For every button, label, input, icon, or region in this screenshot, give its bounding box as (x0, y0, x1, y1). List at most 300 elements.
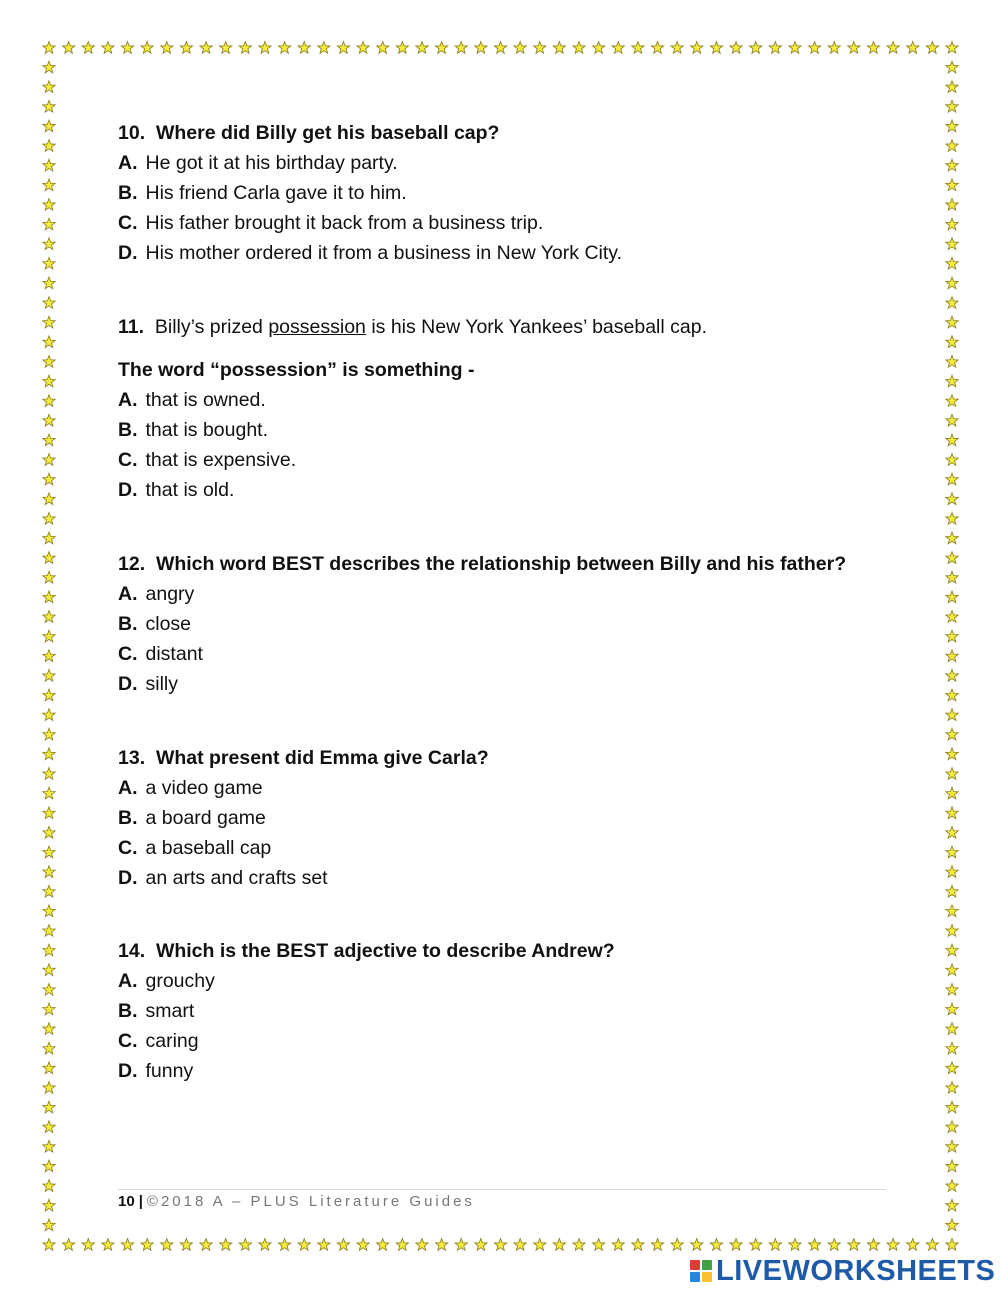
star-icon (514, 42, 526, 54)
star-icon (62, 42, 74, 54)
option-text: angry (145, 583, 195, 605)
star-icon (239, 1239, 251, 1251)
option-letter: C. (118, 643, 138, 665)
option-b[interactable] (118, 609, 846, 639)
star-icon (632, 42, 644, 54)
underlined-word: possession (268, 316, 366, 338)
option-letter: A. (118, 389, 138, 411)
footer-divider (118, 1189, 886, 1190)
star-icon (318, 42, 330, 54)
star-icon (43, 650, 55, 662)
star-icon (180, 1239, 192, 1251)
star-icon (416, 42, 428, 54)
question-number: 12. (118, 553, 146, 575)
star-icon (946, 768, 958, 780)
star-icon (946, 532, 958, 544)
option-c[interactable] (118, 208, 622, 238)
star-icon (43, 61, 55, 73)
star-icon (946, 218, 958, 230)
question-title (118, 118, 622, 148)
star-icon (946, 885, 958, 897)
star-icon (946, 748, 958, 760)
star-icon (946, 238, 958, 250)
option-a[interactable] (118, 148, 622, 178)
star-icon (769, 42, 781, 54)
star-icon (121, 42, 133, 54)
star-icon (612, 42, 624, 54)
option-b[interactable] (118, 996, 615, 1026)
star-icon (43, 630, 55, 642)
star-icon (43, 552, 55, 564)
star-icon (494, 42, 506, 54)
star-icon (102, 42, 114, 54)
question-number: 14. (118, 940, 146, 962)
star-icon (946, 1219, 958, 1231)
star-icon (43, 218, 55, 230)
stem-before: Billy’s prized (154, 316, 263, 338)
question-title (118, 936, 615, 966)
star-icon (946, 198, 958, 210)
logo-block (702, 1260, 712, 1270)
option-letter: D. (118, 1060, 138, 1082)
star-icon (62, 1239, 74, 1251)
star-icon (946, 257, 958, 269)
option-text: that is bought. (145, 419, 269, 441)
star-icon (946, 689, 958, 701)
question-text: What present did Emma give Carla? (155, 747, 489, 769)
option-text: that is old. (145, 479, 235, 501)
option-text: that is owned. (145, 389, 266, 411)
star-icon (43, 1180, 55, 1192)
question-text: Which word BEST describes the relationship between Billy and his father? (155, 553, 847, 575)
star-icon (102, 1239, 114, 1251)
star-icon (141, 1239, 153, 1251)
star-icon (43, 375, 55, 387)
star-icon (534, 42, 546, 54)
option-letter: B. (118, 807, 138, 829)
star-icon (926, 1239, 938, 1251)
option-a[interactable] (118, 966, 615, 996)
star-icon (200, 42, 212, 54)
star-icon (43, 414, 55, 426)
star-icon (651, 42, 663, 54)
star-icon (946, 905, 958, 917)
star-icon (710, 1239, 722, 1251)
option-d[interactable] (118, 1056, 615, 1086)
star-icon (43, 493, 55, 505)
star-icon (82, 1239, 94, 1251)
star-icon (239, 42, 251, 54)
star-icon (946, 611, 958, 623)
star-icon (278, 1239, 290, 1251)
star-icon (514, 1239, 526, 1251)
star-icon (730, 1239, 742, 1251)
star-icon (946, 571, 958, 583)
star-icon (671, 1239, 683, 1251)
star-icon (43, 1062, 55, 1074)
star-icon (907, 42, 919, 54)
logo-text: LIVEWORKSHEETS (716, 1255, 996, 1287)
option-text: an arts and crafts set (145, 867, 328, 889)
star-icon (416, 1239, 428, 1251)
star-icon (43, 983, 55, 995)
star-icon (946, 512, 958, 524)
star-icon (43, 1140, 55, 1152)
star-icon (337, 42, 349, 54)
star-icon (553, 42, 565, 54)
star-icon (946, 846, 958, 858)
page-footer (118, 1193, 475, 1210)
option-text: distant (145, 643, 203, 665)
option-text: silly (145, 673, 178, 695)
star-icon (43, 81, 55, 93)
star-icon (43, 964, 55, 976)
star-icon (43, 1003, 55, 1015)
star-icon (946, 414, 958, 426)
option-c[interactable] (118, 833, 489, 863)
star-icon (946, 473, 958, 485)
star-icon (43, 179, 55, 191)
star-icon (946, 1023, 958, 1035)
footer-separator: | (138, 1193, 143, 1210)
option-a[interactable] (118, 773, 489, 803)
star-icon (43, 297, 55, 309)
option-text: His friend Carla gave it to him. (145, 182, 407, 204)
star-icon (946, 100, 958, 112)
star-icon (43, 669, 55, 681)
question-number: 11. (118, 316, 145, 338)
star-icon (946, 81, 958, 93)
star-icon (946, 728, 958, 740)
option-letter: D. (118, 867, 138, 889)
star-icon (592, 42, 604, 54)
star-icon (946, 1160, 958, 1172)
star-icon (43, 434, 55, 446)
star-icon (573, 1239, 585, 1251)
option-text: grouchy (145, 970, 215, 992)
star-icon (887, 1239, 899, 1251)
page-number: 10 (118, 1193, 135, 1210)
star-icon (43, 1160, 55, 1172)
star-icon (43, 355, 55, 367)
stem-after: is his New York Yankees’ baseball cap. (371, 316, 707, 338)
star-icon (161, 42, 173, 54)
star-icon (43, 140, 55, 152)
star-icon (43, 257, 55, 269)
option-b[interactable] (118, 803, 489, 833)
star-icon (43, 316, 55, 328)
star-icon (43, 159, 55, 171)
star-icon (926, 42, 938, 54)
star-icon (43, 611, 55, 623)
star-icon (946, 650, 958, 662)
star-icon (946, 336, 958, 348)
star-icon (43, 728, 55, 740)
option-letter: C. (118, 837, 138, 859)
star-icon (789, 42, 801, 54)
star-icon (318, 1239, 330, 1251)
star-icon (43, 120, 55, 132)
star-icon (946, 61, 958, 73)
star-icon (946, 42, 958, 54)
star-icon (357, 1239, 369, 1251)
star-icon (43, 198, 55, 210)
star-icon (219, 42, 231, 54)
star-icon (946, 1101, 958, 1113)
star-icon (43, 826, 55, 838)
option-text: funny (145, 1060, 194, 1082)
star-icon (946, 493, 958, 505)
star-icon (946, 159, 958, 171)
option-d[interactable] (118, 475, 707, 505)
star-icon (43, 238, 55, 250)
option-letter: C. (118, 212, 138, 234)
option-c[interactable] (118, 445, 707, 475)
star-icon (946, 1239, 958, 1251)
star-icon (43, 42, 55, 54)
star-icon (43, 709, 55, 721)
option-a[interactable] (118, 579, 846, 609)
star-icon (298, 42, 310, 54)
star-icon (278, 42, 290, 54)
star-icon (946, 120, 958, 132)
star-icon (946, 1121, 958, 1133)
star-icon (455, 1239, 467, 1251)
star-icon (43, 846, 55, 858)
star-icon (946, 277, 958, 289)
star-icon (946, 140, 958, 152)
option-letter: A. (118, 583, 138, 605)
option-letter: C. (118, 1030, 138, 1052)
star-icon (808, 1239, 820, 1251)
copyright-text: ©2018 A – PLUS Literature Guides (146, 1193, 475, 1210)
option-d[interactable] (118, 669, 846, 699)
question-12 (118, 549, 846, 699)
question-text: The word “possession” is something - (118, 359, 475, 381)
question-11 (118, 312, 707, 505)
star-icon (592, 1239, 604, 1251)
star-icon (907, 1239, 919, 1251)
star-icon (828, 1239, 840, 1251)
option-a[interactable] (118, 385, 707, 415)
star-icon (828, 42, 840, 54)
star-icon (867, 1239, 879, 1251)
star-icon (43, 571, 55, 583)
option-letter: B. (118, 613, 138, 635)
star-icon (121, 1239, 133, 1251)
star-icon (946, 1062, 958, 1074)
star-icon (259, 1239, 271, 1251)
star-icon (946, 1180, 958, 1192)
star-icon (43, 748, 55, 760)
star-icon (43, 1042, 55, 1054)
star-icon (730, 42, 742, 54)
star-icon (298, 1239, 310, 1251)
question-13 (118, 743, 489, 893)
star-icon (43, 336, 55, 348)
star-icon (769, 1239, 781, 1251)
star-icon (357, 42, 369, 54)
star-icon (43, 100, 55, 112)
question-number: 10. (118, 122, 146, 144)
option-c[interactable] (118, 1026, 615, 1056)
star-icon (43, 1219, 55, 1231)
star-icon (43, 454, 55, 466)
star-icon (946, 179, 958, 191)
star-icon (750, 42, 762, 54)
option-letter: B. (118, 182, 138, 204)
logo-block (690, 1272, 700, 1282)
star-icon (573, 42, 585, 54)
star-icon (946, 1003, 958, 1015)
star-icon (887, 42, 899, 54)
option-text: caring (145, 1030, 199, 1052)
option-text: a baseball cap (145, 837, 272, 859)
option-letter: B. (118, 1000, 138, 1022)
star-icon (43, 885, 55, 897)
star-icon (534, 1239, 546, 1251)
option-letter: A. (118, 777, 138, 799)
star-icon (946, 983, 958, 995)
star-icon (337, 1239, 349, 1251)
star-icon (946, 1140, 958, 1152)
star-icon (710, 42, 722, 54)
star-icon (377, 42, 389, 54)
star-icon (750, 1239, 762, 1251)
star-icon (946, 552, 958, 564)
star-icon (946, 434, 958, 446)
logo-blocks-icon (690, 1260, 712, 1282)
star-icon (848, 1239, 860, 1251)
star-icon (43, 689, 55, 701)
star-icon (43, 925, 55, 937)
star-icon (946, 375, 958, 387)
option-text: a video game (145, 777, 263, 799)
star-icon (43, 1023, 55, 1035)
star-icon (651, 1239, 663, 1251)
option-text: close (145, 613, 192, 635)
star-icon (671, 42, 683, 54)
option-text: that is expensive. (145, 449, 297, 471)
option-letter: A. (118, 970, 138, 992)
option-b[interactable] (118, 415, 707, 445)
option-d[interactable] (118, 863, 489, 893)
star-icon (43, 944, 55, 956)
star-icon (946, 709, 958, 721)
star-icon (43, 1121, 55, 1133)
star-icon (43, 1082, 55, 1094)
star-icon (396, 42, 408, 54)
star-icon (553, 1239, 565, 1251)
star-icon (219, 1239, 231, 1251)
star-icon (43, 395, 55, 407)
option-letter: B. (118, 419, 138, 441)
star-icon (946, 964, 958, 976)
star-icon (43, 591, 55, 603)
star-icon (435, 42, 447, 54)
star-icon (43, 807, 55, 819)
question-14 (118, 936, 615, 1086)
question-stem (118, 312, 707, 342)
option-text: smart (145, 1000, 195, 1022)
star-icon (43, 1199, 55, 1211)
star-icon (632, 1239, 644, 1251)
option-text: His mother ordered it from a business in New York City. (145, 242, 622, 264)
question-number: 13. (118, 747, 146, 769)
star-icon (43, 768, 55, 780)
question-title (118, 549, 846, 579)
option-c[interactable] (118, 639, 846, 669)
liveworksheets-logo[interactable] (690, 1256, 995, 1286)
star-icon (946, 297, 958, 309)
star-icon (946, 454, 958, 466)
option-letter: D. (118, 673, 138, 695)
star-icon (43, 473, 55, 485)
star-icon (43, 905, 55, 917)
star-icon (946, 807, 958, 819)
option-text: He got it at his birthday party. (145, 152, 398, 174)
option-b[interactable] (118, 178, 622, 208)
question-10 (118, 118, 622, 268)
star-icon (946, 591, 958, 603)
star-icon (494, 1239, 506, 1251)
star-icon (43, 787, 55, 799)
option-letter: D. (118, 242, 138, 264)
star-icon (946, 1199, 958, 1211)
star-icon (475, 1239, 487, 1251)
star-icon (180, 42, 192, 54)
star-icon (946, 1082, 958, 1094)
option-d[interactable] (118, 238, 622, 268)
star-icon (82, 42, 94, 54)
star-icon (946, 866, 958, 878)
star-icon (435, 1239, 447, 1251)
star-icon (691, 42, 703, 54)
star-icon (946, 1042, 958, 1054)
star-icon (43, 1101, 55, 1113)
star-icon (455, 42, 467, 54)
question-text: Which is the BEST adjective to describe Andrew? (155, 940, 615, 962)
star-icon (43, 512, 55, 524)
star-icon (867, 42, 879, 54)
star-icon (946, 826, 958, 838)
star-icon (848, 42, 860, 54)
question-title (118, 743, 489, 773)
option-letter: A. (118, 152, 138, 174)
star-icon (789, 1239, 801, 1251)
logo-block (690, 1260, 700, 1270)
star-icon (946, 355, 958, 367)
star-icon (946, 787, 958, 799)
star-icon (612, 1239, 624, 1251)
star-icon (808, 42, 820, 54)
star-icon (691, 1239, 703, 1251)
question-text: Where did Billy get his baseball cap? (155, 122, 500, 144)
option-letter: C. (118, 449, 138, 471)
star-icon (946, 395, 958, 407)
logo-block (702, 1272, 712, 1282)
star-icon (161, 1239, 173, 1251)
star-icon (946, 944, 958, 956)
star-icon (475, 42, 487, 54)
star-icon (946, 316, 958, 328)
option-text: a board game (145, 807, 266, 829)
star-icon (43, 866, 55, 878)
star-icon (141, 42, 153, 54)
star-icon (200, 1239, 212, 1251)
star-icon (259, 42, 271, 54)
star-icon (43, 1239, 55, 1251)
